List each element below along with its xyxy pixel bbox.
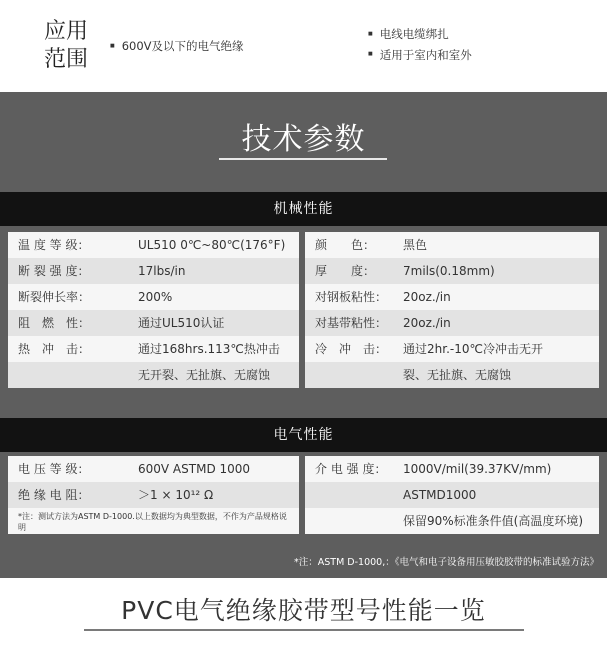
spec-value: 1000V/mil(39.37KV/mm) bbox=[403, 462, 552, 476]
spec-label: 热 冲 击： bbox=[18, 342, 91, 356]
spec-value: ＞1 × 10¹² Ω bbox=[138, 488, 214, 502]
spec-row bbox=[8, 284, 299, 310]
test-method-note bbox=[8, 508, 299, 534]
spec-label: 对钢板粘性： bbox=[315, 290, 388, 304]
scope-title bbox=[44, 18, 88, 74]
bottom-title-underline bbox=[84, 629, 524, 631]
spec-label: 冷 冲 击： bbox=[315, 342, 388, 356]
spec-row bbox=[305, 456, 599, 482]
spec-row bbox=[8, 232, 299, 258]
spec-row bbox=[8, 336, 299, 362]
spec-label: 电 压 等 级： bbox=[18, 462, 90, 476]
spec-row bbox=[305, 258, 599, 284]
spec-row bbox=[305, 336, 599, 362]
spec-value: 20oz./in bbox=[403, 316, 451, 330]
mechanical-right-column bbox=[305, 232, 599, 388]
spec-row bbox=[305, 284, 599, 310]
spec-row bbox=[8, 310, 299, 336]
spec-value: 600V ASTMD 1000 bbox=[138, 462, 251, 476]
spec-row bbox=[305, 232, 599, 258]
spec-value: UL510 0℃~80℃(176°F) bbox=[138, 238, 286, 252]
tech-params-title: 技术参数 bbox=[241, 122, 366, 157]
spec-label: 断 裂 强 度： bbox=[18, 264, 90, 278]
scope-item: ■ 适用于室内和室外 bbox=[368, 45, 472, 66]
spec-row bbox=[305, 310, 599, 336]
spec-row bbox=[305, 508, 599, 534]
product-overview-title: PVC电气绝缘胶带型号性能一览 bbox=[121, 596, 486, 625]
electrical-header: 电气性能 bbox=[0, 418, 607, 452]
spec-value: 通过168hrs.113℃热冲击 bbox=[138, 342, 280, 356]
spec-row bbox=[305, 362, 599, 388]
spec-value: 200% bbox=[138, 290, 173, 304]
spec-value: 黑色 bbox=[403, 238, 428, 252]
spec-value: ASTMD1000 bbox=[403, 488, 477, 502]
scope-title-line2: 范围 bbox=[44, 47, 89, 72]
spec-value: 保留90%标准条件值(高温度环境) bbox=[403, 514, 584, 528]
spec-row bbox=[8, 258, 299, 284]
scope-title-line1: 应用 bbox=[44, 19, 89, 44]
mechanical-header: 机械性能 bbox=[0, 192, 607, 226]
spec-label: 绝 缘 电 阻： bbox=[18, 488, 90, 502]
application-scope-section bbox=[0, 0, 607, 92]
scope-list-a bbox=[110, 36, 244, 57]
title-underline bbox=[219, 158, 387, 160]
scope-item: ■ 电线电缆绑扎 bbox=[368, 24, 472, 45]
spec-row bbox=[8, 482, 299, 508]
mechanical-left-column bbox=[8, 232, 299, 388]
spec-row bbox=[8, 456, 299, 482]
spec-value: 通过2hr.-10℃冷冲击无开 bbox=[403, 342, 543, 356]
spec-value: 17lbs/in bbox=[138, 264, 186, 278]
spec-label: 阻 燃 性： bbox=[18, 316, 91, 330]
spec-label: 厚 度： bbox=[315, 264, 376, 278]
spec-label: 对基带粘性： bbox=[315, 316, 388, 330]
scope-list-b bbox=[368, 24, 472, 65]
electrical-right-column bbox=[305, 456, 599, 534]
spec-value: 裂、无扯旗、无腐蚀 bbox=[403, 368, 512, 382]
spec-label: 介 电 强 度： bbox=[315, 462, 387, 476]
electrical-left-column bbox=[8, 456, 299, 534]
spec-value: 通过UL510认证 bbox=[138, 316, 225, 330]
spec-label: 温 度 等 级： bbox=[18, 238, 90, 252]
spec-row bbox=[8, 362, 299, 388]
spec-value: 无开裂、无扯旗、无腐蚀 bbox=[138, 368, 271, 382]
spec-label: 断裂伸长率： bbox=[18, 290, 91, 304]
spec-row bbox=[305, 482, 599, 508]
astm-footnote: *注：ASTM D-1000,：《电气和电子设备用压敏胶胶带的标准试验方法》 bbox=[294, 557, 599, 568]
note-text: *注：测试方法为ASTM D-1000.以上数据均为典型数据，不作为产品规格说明 bbox=[18, 512, 287, 532]
spec-label: 颜 色： bbox=[315, 238, 376, 252]
spec-value: 20oz./in bbox=[403, 290, 451, 304]
spec-value: 7mils(0.18mm) bbox=[403, 264, 495, 278]
scope-item: ■ 600V及以下的电气绝缘 bbox=[110, 36, 244, 57]
tech-params-panel bbox=[0, 92, 607, 578]
